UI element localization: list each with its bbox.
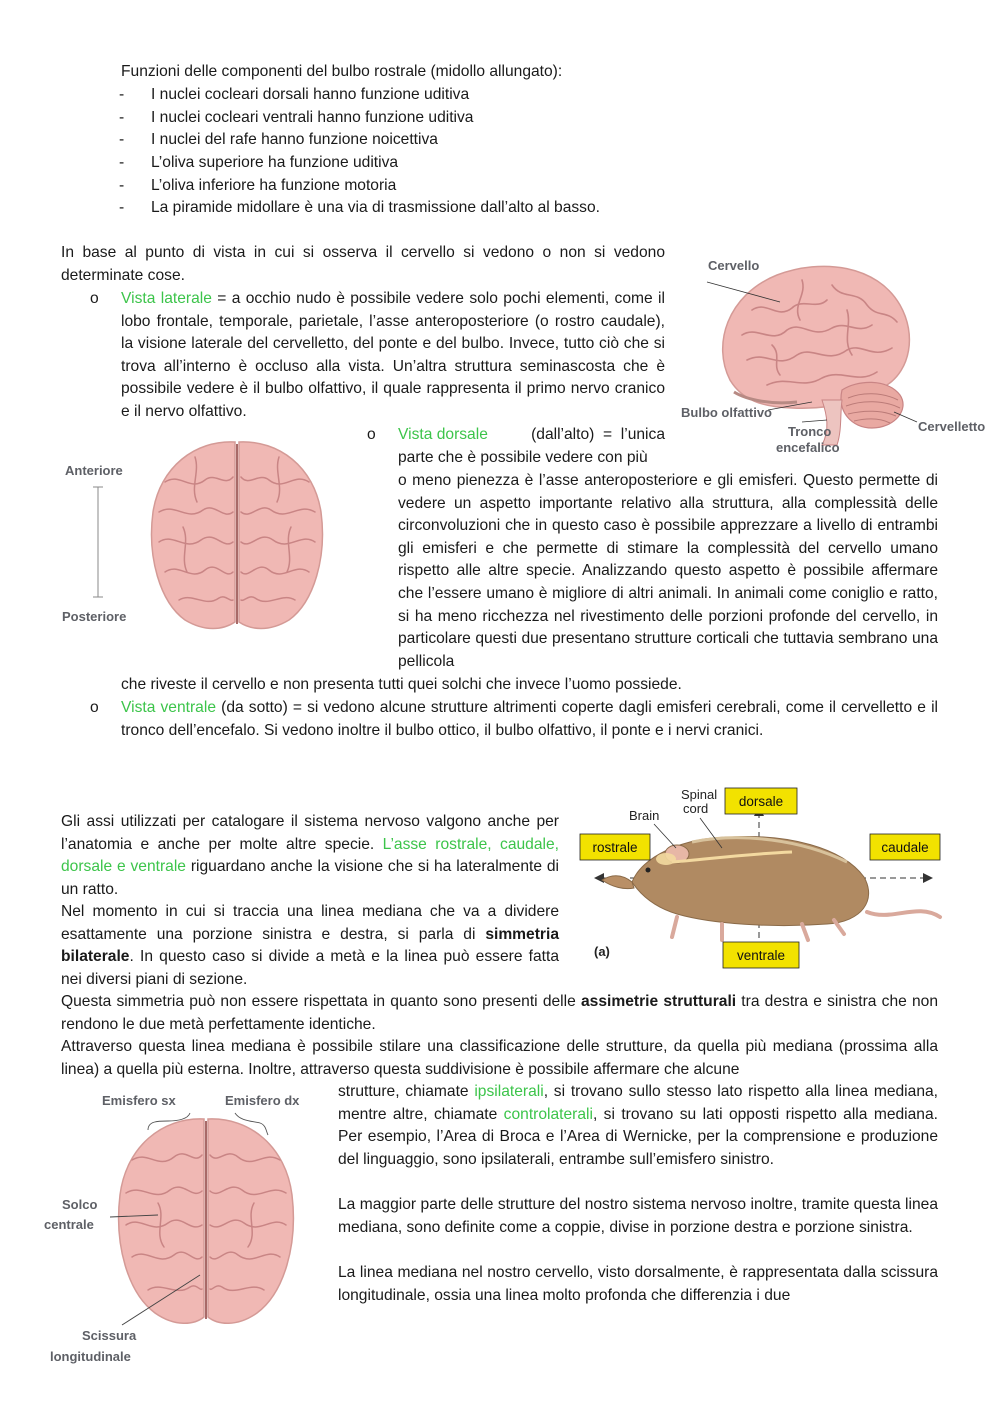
hemispheres-brain-illustration bbox=[119, 1119, 294, 1323]
label-cervelletto: Cervelletto bbox=[918, 419, 986, 434]
axes-p1-text-end: riguardano anche la visione che si ha lateralmente di un ratto. bbox=[61, 858, 559, 898]
intro-item: I nuclei cocleari ventrali hanno funzione uditiva bbox=[151, 109, 474, 126]
label-cervello: Cervello bbox=[708, 258, 760, 273]
label-brain: Brain bbox=[629, 808, 660, 823]
tag-rostrale bbox=[580, 834, 650, 860]
dash-bullet: - bbox=[119, 109, 125, 126]
axes-paragraph-3 bbox=[61, 991, 938, 1036]
dorsal-brain-illustration bbox=[152, 442, 323, 629]
term-dorsal: Vista dorsale bbox=[398, 426, 488, 443]
label-bulbo-olfattivo: Bulbo olfattivo bbox=[681, 405, 772, 420]
views-intro: In base al punto di vista in cui si osserva il cervello si vedono o non si vedono determinate cose. bbox=[61, 244, 665, 284]
dash-bullet: - bbox=[119, 154, 125, 171]
label-posteriore: Posteriore bbox=[62, 609, 127, 624]
dorsal-first-line bbox=[398, 424, 665, 447]
tag-dorsale-label: dorsale bbox=[738, 794, 784, 809]
axes-paragraph-7: La linea mediana nel nostro cervello, visto dorsalmente, è rappresentata dalla scissura longitudinale, ossia una linea molto profonda che differenzia i due bbox=[338, 1264, 938, 1304]
term-controlaterali: controlaterali bbox=[503, 1105, 593, 1123]
axes-p5-text: strutture, chiamate bbox=[338, 1083, 475, 1100]
axes-p3-text-end: tra destra e sinistra che non rendono le due metà perfettamente identiche. bbox=[61, 993, 939, 1033]
term-ventral: Vista ventrale bbox=[121, 699, 216, 716]
term-lateral: Vista laterale bbox=[121, 290, 212, 307]
term-simmetria-bilaterale: simmetria bilaterale bbox=[61, 925, 559, 966]
intro-item: La piramide midollare è una via di trasmissione dall’alto al basso. bbox=[151, 199, 600, 216]
label-emisfero-dx: Emisfero dx bbox=[225, 1093, 300, 1108]
tag-caudale bbox=[870, 834, 940, 860]
hemispheres-figure bbox=[40, 1085, 335, 1375]
ventral-view-paragraph bbox=[121, 697, 938, 742]
intro-item: L’oliva inferiore ha funzione motoria bbox=[151, 177, 397, 194]
dorsal-line1: (dall’alto) = l’unica bbox=[531, 426, 665, 443]
intro-item: I nuclei del rafe hanno funzione noicettiva bbox=[151, 131, 438, 148]
tag-caudale-label: caudale bbox=[881, 840, 929, 855]
intro-item: L’oliva superiore ha funzione uditiva bbox=[151, 154, 399, 171]
label-tronco: Tronco bbox=[788, 424, 832, 439]
tag-dorsale bbox=[725, 788, 797, 814]
label-spinal: Spinal bbox=[681, 787, 718, 802]
dorsal-brain-figure bbox=[55, 432, 365, 642]
axes-p1-text: Gli assi utilizzati per catalogare il sistema nervoso valgono anche per l’anatomia e anche per molte altre specie. bbox=[61, 813, 559, 853]
dorsal-paragraph: o meno pienezza è l’asse anteroposteriore e gli emisferi. Questo permette di vedere un aspetto importante relativo alla struttura, alla complessità delle circonvoluzioni che in questo caso è possibile apprezzare a livello di entrambi gli emisferi e che permette di stimare la complessità del cervello umano rispetto alle altre specie. Analizzando questo aspetto è possibile affermare che l’essere umano è migliore di altri animali. In animali come coniglio e ratto, si ha meno ricchezza nel rivestimento delle porzioni profonde del cervello, in particolare questi due presentano strutture corticali che tuttavia sembrano una pellicola bbox=[398, 472, 938, 670]
axes-paragraph-6: La maggior parte delle strutture del nostro sistema nervoso inoltre, tramite questa linea mediana, sono definite come a coppie, divise in porzione destra e porzione sinistra. bbox=[338, 1196, 938, 1236]
term-axes: L’asse rostrale, caudale, dorsale e ventrale bbox=[61, 835, 559, 876]
rat-axes-figure bbox=[572, 782, 950, 972]
axes-p5-text-mid: , si trovano sullo stesso lato rispetto alla linea mediana, mentre altre, chiamate bbox=[338, 1083, 938, 1123]
term-ipsilaterali: ipsilaterali bbox=[474, 1083, 544, 1100]
intro-heading: Funzioni delle componenti del bulbo rostrale (midollo allungato): bbox=[121, 63, 563, 80]
bullet-o: o bbox=[367, 426, 376, 443]
label-scissura: Scissura bbox=[82, 1328, 137, 1343]
dash-bullet: - bbox=[119, 131, 125, 148]
bullet-o: o bbox=[90, 699, 99, 716]
label-longitudinale: longitudinale bbox=[50, 1349, 131, 1364]
dorsal-tail: che riveste il cervello e non presenta tutti quei solchi che invece l’uomo possiede. bbox=[121, 676, 682, 693]
bullet-o: o bbox=[90, 290, 99, 307]
axes-paragraph-2 bbox=[61, 901, 559, 991]
label-cord: cord bbox=[683, 801, 709, 816]
label-anteriore: Anteriore bbox=[65, 463, 123, 478]
dash-bullet: - bbox=[119, 86, 125, 103]
dorsal-line2: parte che è possibile vedere con più bbox=[398, 449, 648, 466]
lateral-brain-figure bbox=[672, 250, 992, 455]
tag-ventrale bbox=[723, 942, 799, 968]
axes-p2-text: Nel momento in cui si traccia una linea mediana che va a dividere esattamente una porzione sinistra e destra, si parla di bbox=[61, 903, 559, 943]
label-centrale: centrale bbox=[44, 1217, 94, 1232]
ventral-text: (da sotto) = si vedono alcune strutture altrimenti coperte dagli emisferi cerebrali, come il cervelletto e il tronco dell’encefalo. Si vedono inoltre il bulbo ottico, il bulbo olfattivo, il ponte e i nervi cranici. bbox=[121, 699, 938, 739]
dash-bullet: - bbox=[119, 177, 125, 194]
axes-p3-text: Questa simmetria può non essere rispettata in quanto sono presenti delle bbox=[61, 993, 581, 1010]
panel-letter: (a) bbox=[594, 944, 610, 959]
label-encefalico: encefalico bbox=[776, 440, 840, 455]
axes-paragraph-1 bbox=[61, 811, 559, 901]
axes-p2-text-end: . In questo caso si divide a metà e la linea può essere fatta nei diversi piani di sezione. bbox=[61, 948, 559, 988]
dash-bullet: - bbox=[119, 199, 125, 216]
axes-paragraph-4: Attraverso questa linea mediana è possibile stilare una classificazione delle strutture, da quella più mediana (prossima alla linea) a quella più esterna. Inoltre, attraverso questa suddivisione è possibile affermare che alcune bbox=[61, 1038, 938, 1078]
term-assimetrie-strutturali: assimetrie strutturali bbox=[580, 993, 737, 1010]
tag-rostrale-label: rostrale bbox=[592, 840, 638, 855]
label-solco: Solco bbox=[62, 1197, 98, 1212]
intro-item: I nuclei cocleari dorsali hanno funzione uditiva bbox=[151, 86, 470, 103]
lateral-text: = a occhio nudo è possibile vedere solo pochi elementi, come il lobo frontale, temporale, parietale, l’asse anteroposteriore (o rostro caudale), la visione laterale del cervelletto, del ponte e del bulbo. Invece, tutto ciò che si trova all’interno è occluso alla vista. Un’altra struttura seminascosta che è possibile vedere è il bulbo olfattivo, il quale rappresenta il primo nervo cranico e il nervo olfattivo. bbox=[121, 290, 665, 420]
lateral-view-paragraph bbox=[121, 288, 665, 424]
axes-paragraph-5 bbox=[338, 1081, 938, 1171]
anterior-posterior-axis bbox=[93, 487, 103, 597]
tag-ventrale-label: ventrale bbox=[736, 948, 786, 963]
axes-p5-text-end: , si trovano su lati opposti rispetto alla mediana. Per esempio, l’Area di Broca e l’Area di Wernicke, per la comprensione e produzione del linguaggio, sono ipsilaterali, entrambe sull’emisfero sinistro. bbox=[338, 1105, 938, 1168]
label-emisfero-sx: Emisfero sx bbox=[102, 1093, 176, 1108]
